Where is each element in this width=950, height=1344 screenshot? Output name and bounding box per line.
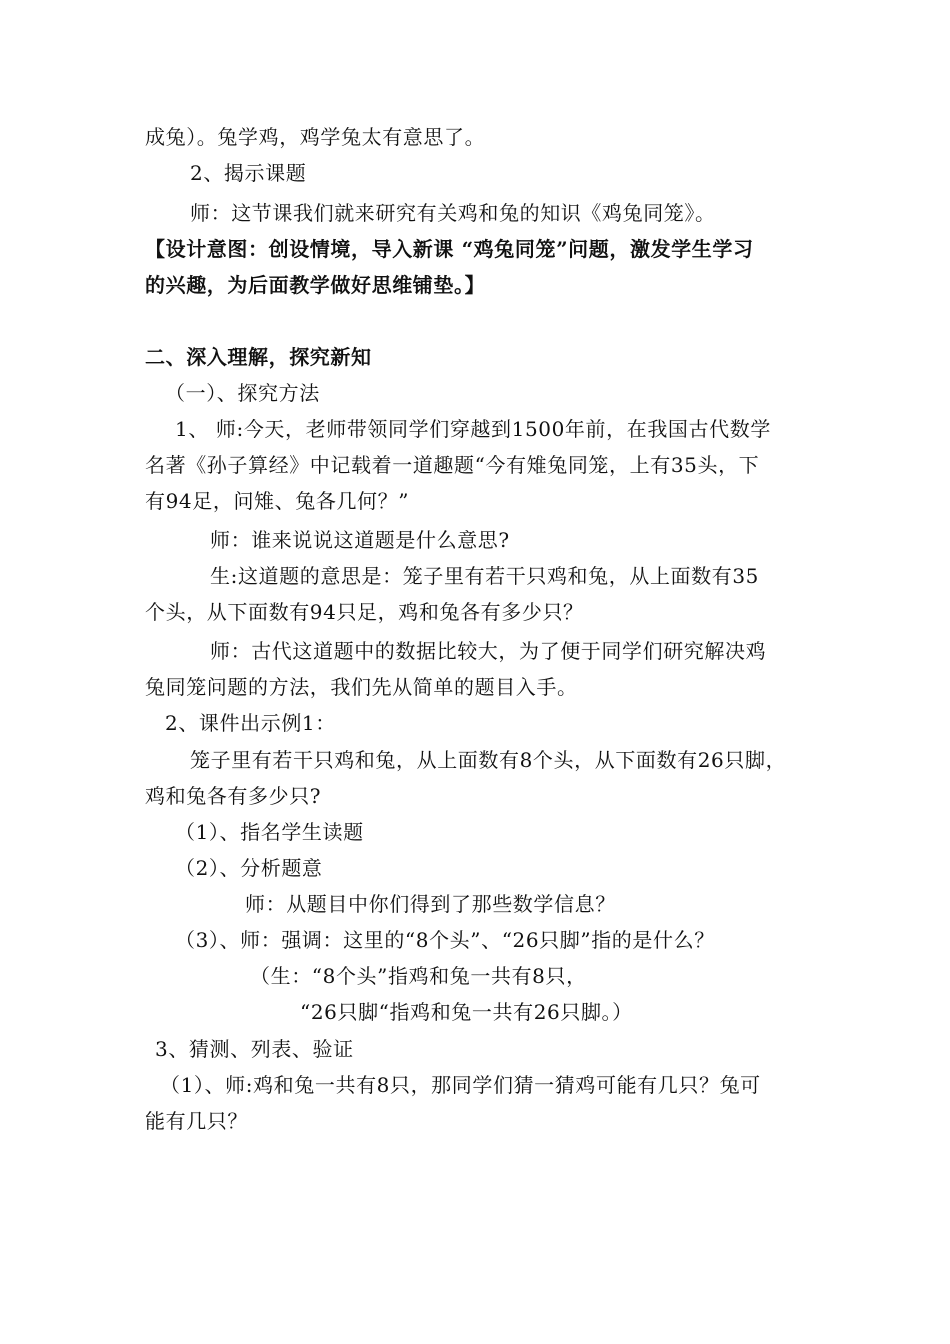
text-line-guess-1: （1）、师:鸡和兔一共有8只，那同学们猜一猜鸡可能有几只？兔可 bbox=[160, 1073, 761, 1097]
text-line-6: 个头，从下面数有94只足，鸡和兔各有多少只？ bbox=[145, 600, 584, 624]
text-line-teacher-intro: 师：这节课我们就来研究有关鸡和兔的知识《鸡兔同笼》。 bbox=[190, 201, 716, 225]
text-line-1: 1、 师:今天，老师带领同学们穿越到1500年前，在我国古代数学 bbox=[175, 417, 771, 441]
subheading-reveal-topic: 2、揭示课题 bbox=[190, 161, 307, 185]
text-line-continuation: 成兔）。兔学鸡，鸡学兔太有意思了。 bbox=[145, 125, 486, 149]
design-intent-line-2: 的兴趣，为后面教学做好思维铺垫。】 bbox=[145, 273, 486, 297]
text-line-answer-2: “26只脚“指鸡和兔一共有26只脚。） bbox=[300, 1000, 633, 1024]
text-line-guess-2: 能有几只？ bbox=[145, 1109, 248, 1133]
text-line-2: 名著《孙子算经》中记载着一道趣题“今有雉兔同笼，上有35头，下 bbox=[145, 453, 760, 477]
text-line-3: 有94足，问雉、兔各几何？” bbox=[145, 489, 410, 513]
step-read-problem: （1）、指名学生读题 bbox=[175, 820, 364, 844]
text-line-7: 师：古代这道题中的数据比较大，为了便于同学们研究解决鸡 bbox=[210, 639, 767, 663]
text-line-answer-1: （生：“8个头”指鸡和兔一共有8只， bbox=[250, 964, 587, 988]
step-analyze: （2）、分析题意 bbox=[175, 856, 323, 880]
subheading-guess-table: 3、猜测、列表、验证 bbox=[155, 1037, 354, 1061]
section-heading-two: 二、深入理解，探究新知 bbox=[145, 345, 372, 369]
text-line-example-2: 鸡和兔各有多少只? bbox=[145, 784, 322, 808]
text-line-8: 兔同笼问题的方法，我们先从简单的题目入手。 bbox=[145, 675, 578, 699]
design-intent-line-1: 【设计意图：创设情境，导入新课 “鸡兔同笼”问题，激发学生学习 bbox=[145, 237, 754, 261]
text-line-5: 生:这道题的意思是：笼子里有若干只鸡和兔，从上面数有35 bbox=[210, 564, 759, 588]
text-line-4: 师：谁来说说这道题是什么意思? bbox=[210, 528, 510, 552]
text-line-example-1: 笼子里有若干只鸡和兔，从上面数有8个头，从下面数有26只脚， bbox=[190, 748, 787, 772]
text-line-question: 师：从题目中你们得到了那些数学信息？ bbox=[245, 892, 616, 916]
step-emphasize: （3）、师：强调：这里的“8个头”、“26只脚”指的是什么？ bbox=[175, 928, 715, 952]
subheading-example-1: 2、课件出示例1： bbox=[165, 711, 336, 735]
subsection-heading-method: （一）、探究方法 bbox=[165, 381, 320, 405]
